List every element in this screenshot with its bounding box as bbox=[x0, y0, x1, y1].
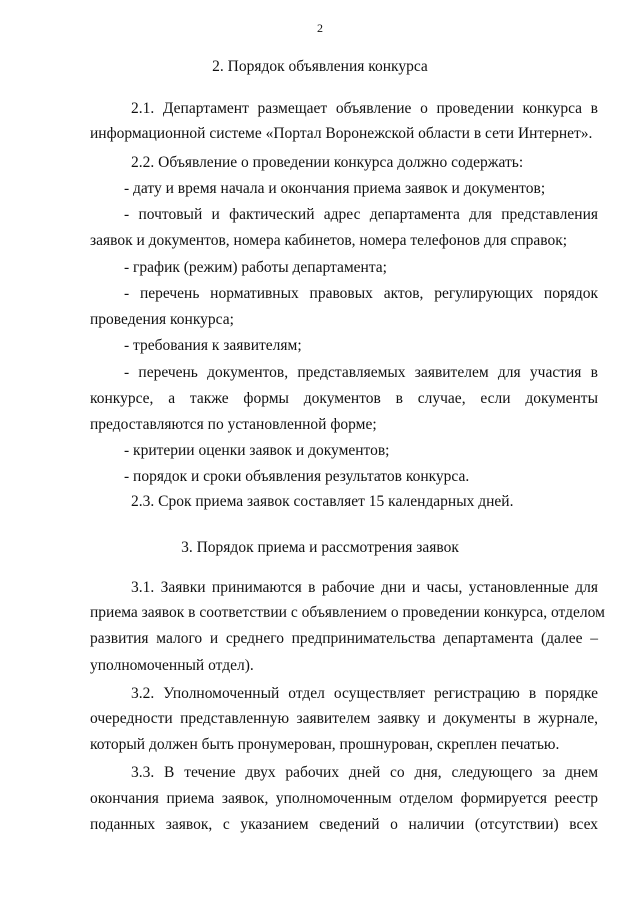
paragraph-line: уполномоченный отдел). bbox=[90, 657, 254, 674]
paragraph-line: 3.3. В течение двух рабочих дней со дня, следующего за днем bbox=[131, 764, 598, 781]
list-item: - почтовый и фактический адрес департамента для представления bbox=[124, 206, 598, 223]
paragraph-line: конкурсе, а также формы документов в случае, если документы bbox=[90, 390, 598, 407]
paragraph-line: 2.3. Срок приема заявок составляет 15 календарных дней. bbox=[131, 493, 514, 510]
paragraph-line: который должен быть пронумерован, прошнурован, скреплен печатью. bbox=[90, 736, 560, 753]
list-item: - перечень документов, представляемых заявителем для участия в bbox=[124, 364, 598, 381]
paragraph-line: проведения конкурса; bbox=[90, 311, 234, 328]
paragraph-line: развития малого и среднего предпринимательства департамента (далее – bbox=[90, 630, 598, 647]
page-number: 2 bbox=[317, 21, 323, 35]
list-item: - график (режим) работы департамента; bbox=[124, 259, 387, 276]
paragraph-line: 2.2. Объявление о проведении конкурса должно содержать: bbox=[131, 154, 524, 171]
list-item: - дату и время начала и окончания приема заявок и документов; bbox=[124, 180, 546, 197]
paragraph-line: окончания приема заявок, уполномоченным отделом формируется реестр bbox=[90, 790, 598, 807]
paragraph-line: предоставляются по установленной форме; bbox=[90, 416, 377, 433]
list-item: - порядок и сроки объявления результатов конкурса. bbox=[124, 468, 470, 485]
paragraph-line: очередности представленную заявителем заявку и документы в журнале, bbox=[90, 710, 598, 727]
list-item: - требования к заявителям; bbox=[124, 337, 302, 354]
paragraph-line: 2.1. Департамент размещает объявление о проведении конкурса в bbox=[131, 100, 598, 117]
section-2-heading: 2. Порядок объявления конкурса bbox=[212, 58, 428, 75]
paragraph-line: информационной системе «Портал Воронежской области в сети Интернет». bbox=[90, 125, 593, 142]
section-3-heading: 3. Порядок приема и рассмотрения заявок bbox=[181, 539, 459, 556]
paragraph-line: заявок и документов, номера кабинетов, номера телефонов для справок; bbox=[90, 232, 568, 249]
paragraph-line: приема заявок в соответствии с объявлением о проведении конкурса, отделом bbox=[90, 604, 605, 621]
paragraph-line: 3.2. Уполномоченный отдел осуществляет регистрацию в порядке bbox=[131, 685, 598, 702]
paragraph-line: 3.1. Заявки принимаются в рабочие дни и часы, установленные для bbox=[131, 579, 598, 596]
list-item: - перечень нормативных правовых актов, регулирующих порядок bbox=[124, 285, 598, 302]
paragraph-line: поданных заявок, с указанием сведений о наличии (отсутствии) всех bbox=[90, 816, 598, 833]
list-item: - критерии оценки заявок и документов; bbox=[124, 442, 390, 459]
